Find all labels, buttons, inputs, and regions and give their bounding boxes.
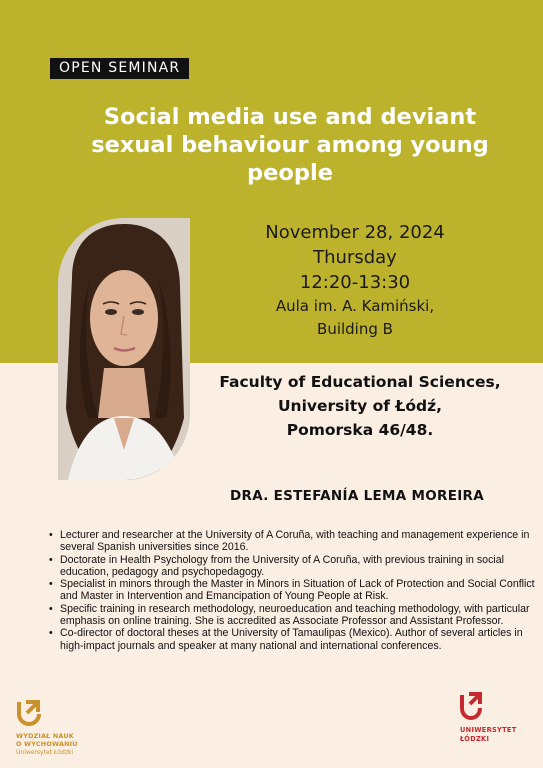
event-type-badge: OPEN SEMINAR: [50, 58, 189, 79]
seminar-title: Social media use and deviant sexual behaviour among young people: [91, 104, 489, 186]
faculty-logo-icon: [16, 698, 42, 726]
event-room: Aula im. A. Kamiński,: [275, 297, 435, 315]
event-weekday: Thursday: [313, 247, 397, 268]
faculty-logo-text: [16, 732, 78, 748]
university-logo-icon: [459, 690, 483, 720]
faculty-logo-line2: O WYCHOWANIU: [16, 740, 78, 748]
event-time: 12:20-13:30: [299, 272, 411, 293]
bio-item: • Co-director of doctoral theses at the University of Tamaulipas (Mexico). Author of several articles in high-impact journals and speaker at many national and international conferences.: [48, 627, 538, 652]
bio-item: • Doctorate in Health Psychology from the University of A Coruña, with previous training in social education, pedagogy and psychopedagogy.: [48, 554, 538, 579]
university-logo-text: [460, 726, 517, 743]
venue-address: [210, 370, 510, 442]
university-logo-line2: ŁÓDZKI: [460, 734, 490, 743]
speaker-photo: [58, 218, 190, 480]
speaker-bio-list: [48, 529, 538, 652]
event-building: Building B: [317, 320, 393, 338]
event-details: [230, 220, 480, 341]
speaker-portrait-image: [58, 218, 190, 480]
venue-street: Pomorska 46/48.: [286, 421, 434, 439]
bio-item: • Lecturer and researcher at the University of A Coruña, with teaching and management experience in several Spanish universities since 2016.: [48, 529, 538, 554]
venue-university: University of Łódź,: [277, 397, 443, 415]
faculty-logo-university: Uniwersytet Łódzki: [16, 749, 74, 756]
bio-item: • Specialist in minors through the Master in Minors in Situation of Lack of Protection and Social Conflict and Master in Intervention and Emancipation of Young People at Risk.: [48, 578, 538, 603]
university-logo-line1: UNIWERSYTET: [460, 726, 517, 734]
speaker-name: DRA. ESTEFANÍA LEMA MOREIRA: [230, 488, 484, 504]
bio-item: • Specific training in research methodology, neuroeducation and teaching methodology, with particular emphasis on online training. She is accredited as Associate Professor and Assistant Professor.: [48, 603, 538, 628]
event-date: November 28, 2024: [265, 222, 445, 243]
faculty-logo-line1: WYDZIAŁ NAUK: [16, 732, 74, 740]
venue-faculty: Faculty of Educational Sciences,: [219, 373, 501, 391]
